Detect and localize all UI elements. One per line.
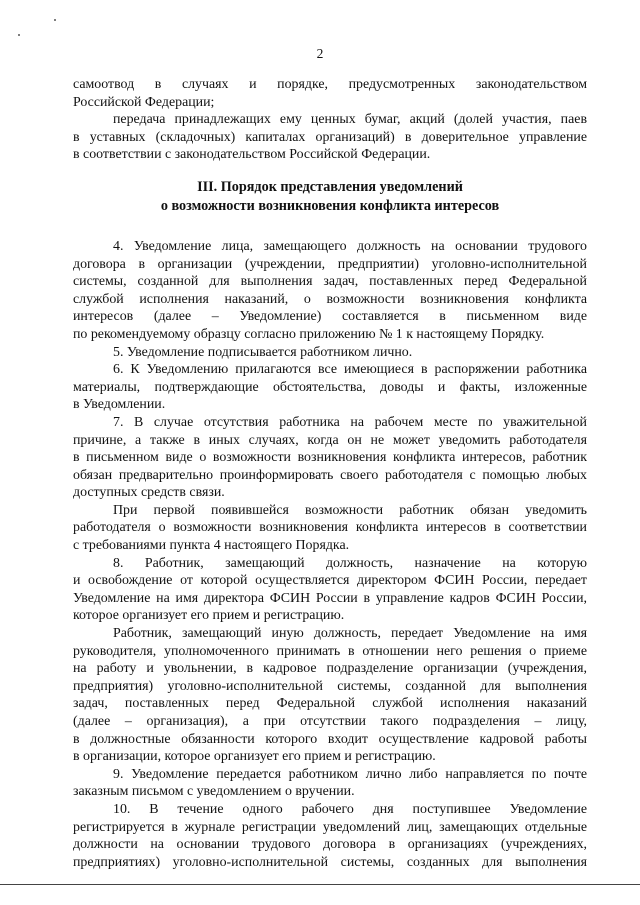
paragraph-line: передача принадлежащих ему ценных бумаг, акций (долей участия, паев bbox=[113, 112, 587, 128]
paragraph-line: 6. К Уведомлению прилагаются все имеющиеся в распоряжении работника bbox=[113, 362, 587, 378]
paragraph bbox=[73, 801, 587, 871]
paragraph-line: в соответствии с законодательством Российской Федерации. bbox=[73, 147, 431, 163]
paragraph bbox=[73, 766, 587, 801]
paragraph-line: в должностные обязанности которого входит осуществление кадровой работы bbox=[73, 731, 587, 747]
paragraph-line: по рекомендуемому образцу согласно приложению № 1 к настоящему Порядку. bbox=[73, 326, 545, 342]
paragraph-line: руководителя, уполномоченного принимать в отношении него решения о приеме bbox=[73, 643, 587, 659]
paragraph bbox=[73, 625, 587, 766]
paragraph-line: материалы, подтверждающие обстоятельства, доводы и факты, изложенные bbox=[73, 379, 587, 395]
section-heading-line: о возможности возникновения конфликта интересов bbox=[160, 197, 500, 214]
paragraph bbox=[73, 502, 587, 555]
paragraph bbox=[73, 555, 587, 625]
document-text bbox=[73, 76, 587, 871]
paragraph-line: Уведомление на имя директора ФСИН России в управление кадров ФСИН России, bbox=[73, 590, 587, 606]
paragraph bbox=[73, 344, 587, 362]
paragraph bbox=[73, 414, 587, 502]
page-bottom-rule bbox=[0, 884, 640, 885]
paragraph-line: в организации, которое организует его прием и регистрацию. bbox=[73, 749, 436, 765]
paragraph bbox=[73, 238, 587, 344]
paragraph-line: в Уведомлении. bbox=[73, 397, 166, 413]
paragraph-line: на работу и увольнении, в кадровое подразделение организации (учреждения, bbox=[73, 661, 587, 677]
scan-speck bbox=[18, 34, 20, 36]
paragraph-line: заказным письмом с уведомлением о вручении. bbox=[73, 784, 355, 800]
intro-paragraphs bbox=[73, 76, 587, 164]
paragraph bbox=[73, 111, 587, 164]
paragraph-line: причине, а также в иных случаях, когда он не может уведомить работодателя bbox=[73, 432, 587, 448]
paragraph-line: Работник, замещающий иную должность, передает Уведомление на имя bbox=[113, 626, 587, 642]
paragraph-line: 9. Уведомление передается работником лично либо направляется по почте bbox=[113, 766, 587, 782]
paragraph-line: При первой появившейся возможности работник обязан уведомить bbox=[113, 502, 587, 518]
paragraph-line: (далее – организация), а при отсутствии такого подразделения – лицу, bbox=[73, 714, 587, 729]
paragraph-line: 7. В случае отсутствия работника на рабочем месте по уважительной bbox=[113, 414, 587, 430]
paragraph-line: системы, созданной для выполнения задач, поставленных перед Федеральной bbox=[73, 274, 587, 290]
section-paragraphs bbox=[73, 238, 587, 871]
paragraph-line: доступных средств связи. bbox=[73, 485, 225, 501]
paragraph-line: 4. Уведомление лица, замещающего должность на основании трудового bbox=[113, 238, 587, 254]
paragraph-line: предприятия) уголовно-исполнительной системы, созданной для выполнения bbox=[73, 678, 587, 694]
paragraph-line: 10. В течение одного рабочего дня поступившее Уведомление bbox=[113, 801, 587, 817]
paragraph-line: обязан предварительно проинформировать своего работодателя с помощью любых bbox=[73, 467, 587, 483]
paragraph-line: и освобождение от которой осуществляется директором ФСИН России, передает bbox=[73, 573, 587, 589]
section-heading bbox=[73, 178, 587, 216]
paragraph-line: должности на основании трудового договора в организациях (учреждениях, bbox=[73, 837, 587, 853]
paragraph-line: в уставных (складочных) капиталах организаций) в доверительное управление bbox=[73, 129, 587, 145]
page-number: 2 bbox=[316, 46, 324, 61]
paragraph-line: регистрируется в журнале регистрации уведомлений лиц, замещающих отдельные bbox=[73, 819, 587, 835]
paragraph-line: работодателя о возможности возникновения конфликта интересов в соответствии bbox=[73, 520, 587, 536]
paragraph-line: в письменном виде о возможности возникновения конфликта интересов, работник bbox=[73, 450, 587, 466]
paragraph-line: которое организует его прием и регистрацию. bbox=[73, 608, 345, 624]
scan-speck bbox=[54, 19, 56, 21]
paragraph-line: задач, поставленных перед Федеральной службой исполнения наказаний bbox=[73, 696, 587, 712]
paragraph-line: интересов (далее – Уведомление) составляется в письменном виде bbox=[73, 309, 587, 325]
paragraph-line: 5. Уведомление подписывается работником лично. bbox=[113, 344, 413, 360]
paragraph-line: самоотвод в случаях и порядке, предусмотренных законодательством bbox=[73, 77, 587, 92]
paragraph-line: Российской Федерации; bbox=[73, 94, 215, 110]
paragraph-line: 8. Работник, замещающий должность, назначение на которую bbox=[113, 555, 587, 571]
paragraph-line: с требованиями пункта 4 настоящего Порядка. bbox=[73, 538, 350, 554]
paragraph-line: службой исполнения наказаний, о возможности возникновения конфликта bbox=[73, 291, 587, 307]
paragraph bbox=[73, 76, 587, 111]
section-heading-line: III. Порядок представления уведомлений bbox=[197, 178, 463, 195]
paragraph-line: договора в организации (учреждении, предприятии) уголовно-исполнительной bbox=[73, 256, 587, 272]
paragraph bbox=[73, 361, 587, 414]
paragraph-line: предприятиях) уголовно-исполнительной системы, созданных для выполнения bbox=[73, 854, 587, 870]
